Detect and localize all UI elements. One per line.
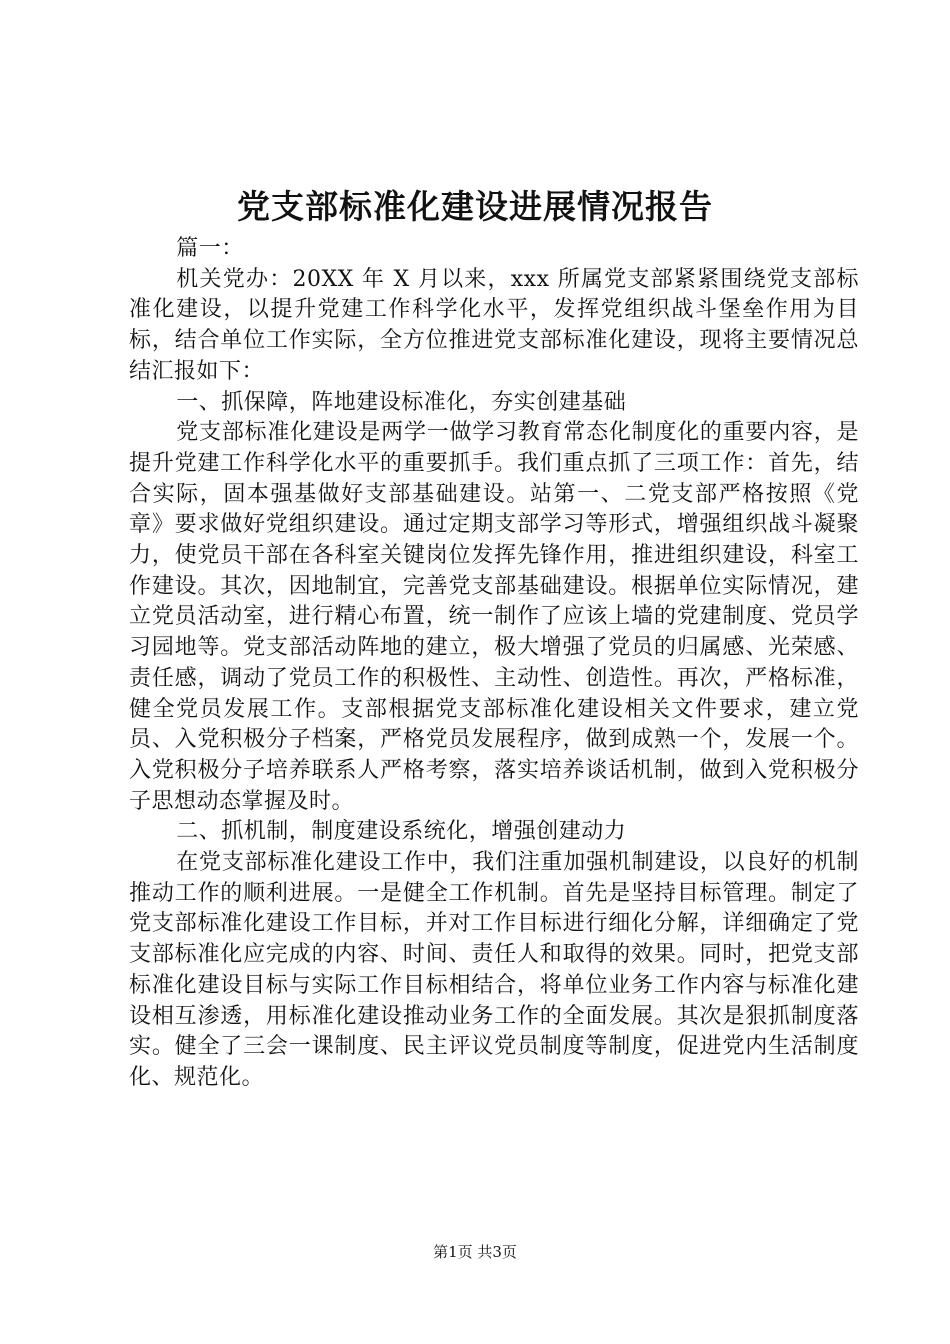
body-paragraph-2: 在党支部标准化建设工作中，我们注重加强机制建设，以良好的机制推动工作的顺利进展。一是健全工作机制。首先是坚持目标管理。制定了党支部标准化建设工作目标，并对工作目标进行细化分解，详细确定了党支部标准化应完成的内容、时间、责任人和取得的效果。同时，把党支部标准化建设目标与实际工作目标相结合，将单位业务工作内容与标准化建设相互渗透，用标准化建设推动业务工作的全面发展。其次是狠抓制度落实。健全了三会一课制度、民主评议党员制度等制度，促进党内生活制度化、规范化。 xyxy=(129,850,859,1090)
page-number-footer: 第1页 共3页 xyxy=(433,1243,517,1261)
section-heading-1: 一、抓保障，阵地建设标准化，夯实创建基础 xyxy=(176,389,627,415)
page-title: 党支部标准化建设进展情况报告 xyxy=(237,187,713,226)
section-heading-2: 二、抓机制，制度建设系统化，增强创建动力 xyxy=(176,819,627,845)
intro-paragraph: 机关党办：20XX 年 X 月以来，xxx 所属党支部紧紧围绕党支部标准化建设，以提升党建工作科学化水平，发挥党组织战斗堡垒作用为目标，结合单位工作实际，全方位推进党支部标准化建设，现将主要情况总结汇报如下： xyxy=(129,266,859,384)
document-body xyxy=(129,234,859,1094)
body-paragraph-1: 党支部标准化建设是两学一做学习教育常态化制度化的重要内容，是提升党建工作科学化水平的重要抓手。我们重点抓了三项工作：首先，结合实际，固本强基做好支部基础建设。站第一、二党支部严格按照《党章》要求做好党组织建设。通过定期支部学习等形式，增强组织战斗凝聚力，使党员干部在各科室关键岗位发挥先锋作用，推进组织建设，科室工作建设。其次，因地制宜，完善党支部基础建设。根据单位实际情况，建立党员活动室，进行精心布置，统一制作了应该上墙的党建制度、党员学习园地等。党支部活动阵地的建立，极大增强了党员的归属感、光荣感、责任感，调动了党员工作的积极性、主动性、创造性。再次，严格标准，健全党员发展工作。支部根据党支部标准化建设相关文件要求，建立党员、入党积极分子档案，严格党员发展程序，做到成熟一个，发展一个。入党积极分子培养联系人严格考察，落实培养谈话机制，做到入党积极分子思想动态掌握及时。 xyxy=(129,420,859,814)
section-label: 篇一： xyxy=(176,236,244,261)
